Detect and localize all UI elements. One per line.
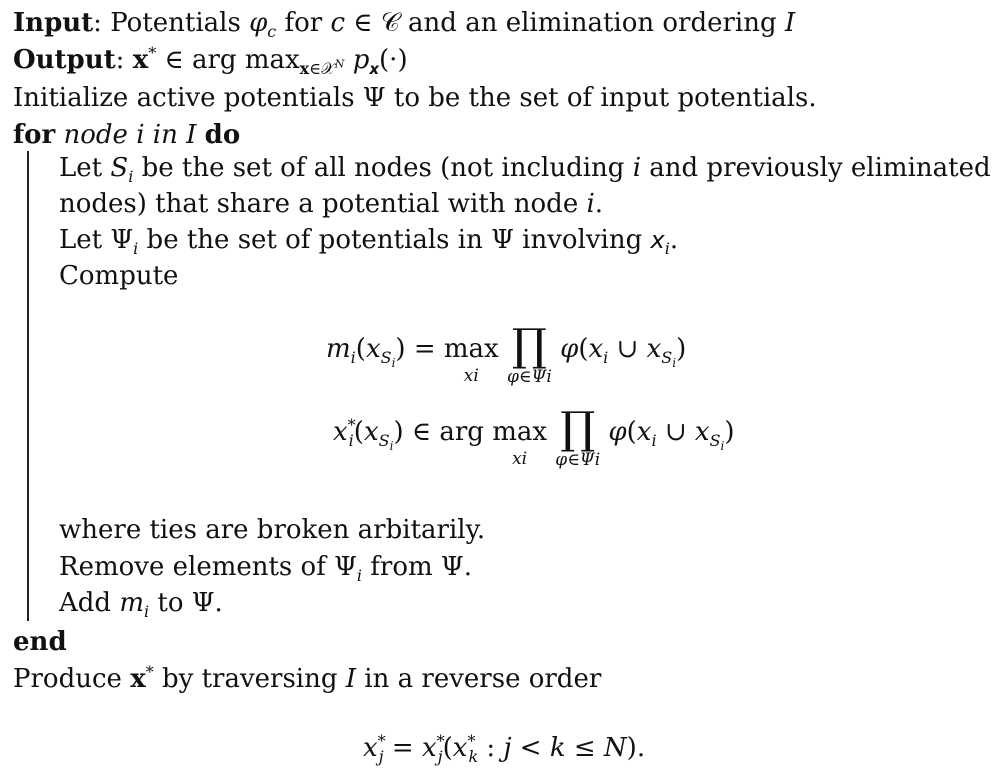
end-line bbox=[13, 625, 67, 659]
for-keyword: for bbox=[13, 120, 56, 150]
do-keyword: do bbox=[204, 120, 241, 150]
max-operator: max xi bbox=[443, 334, 499, 386]
for-condition: node i in I bbox=[63, 120, 197, 150]
ties-line: where ties are broken arbitarily. bbox=[59, 515, 486, 545]
output-label: Output bbox=[13, 45, 116, 75]
product-operator: ∏ φ∈Ψi bbox=[506, 320, 552, 387]
produce-line: Produce x* by traversing I in a reverse order bbox=[13, 662, 602, 694]
argmax-operator: max xi bbox=[492, 417, 548, 469]
let-si-line-2: nodes) that share a potential with node i. bbox=[59, 189, 604, 219]
add-line: Add $m_i$ to Ψ. bbox=[59, 588, 223, 622]
product-operator-2: ∏ φ∈Ψi bbox=[555, 403, 601, 470]
for-line bbox=[13, 118, 240, 152]
final-equation: $x^*_j = x^*_j(x^*_k$ : j < k ≤ N). bbox=[363, 731, 646, 767]
input-label: Input bbox=[13, 8, 94, 38]
output-text: : x* ∈ arg $\max_{x\in 𝒳^N} p_x(\cdot)$ bbox=[115, 43, 408, 79]
equation-m-i: $m_i(x_{S_i}) = \max$ xi ∏ φ∈Ψi $\varphi(x_i$ ∪ $x_{S_i}$) bbox=[326, 320, 687, 387]
equation-x-star-i: $x^*_i(x_{S_i})$ ∈ arg max xi ∏ φ∈Ψi $\varphi(x_i$ ∪ $x_{S_i}$) bbox=[333, 403, 735, 470]
remove-line: Remove elements of $\Psi_i$ from Ψ. bbox=[59, 552, 472, 586]
compute-line: Compute bbox=[59, 261, 179, 291]
end-keyword: end bbox=[13, 627, 67, 657]
let-psi-line: Let $\Psi_i$ be the set of potentials in Ψ involving $x_i$. bbox=[59, 225, 679, 259]
let-si-line-1: Let $S_i$ be the set of all nodes (not including i and previously eliminated bbox=[59, 153, 991, 187]
loop-body-bar bbox=[27, 151, 29, 621]
init-line: Initialize active potentials Ψ to be the set of input potentials. bbox=[13, 83, 817, 113]
output-line bbox=[13, 43, 408, 77]
input-text: : Potentials $\varphi_c$ for c ∈ 𝒞 and an elimination ordering I bbox=[93, 8, 796, 42]
input-line bbox=[13, 6, 795, 40]
